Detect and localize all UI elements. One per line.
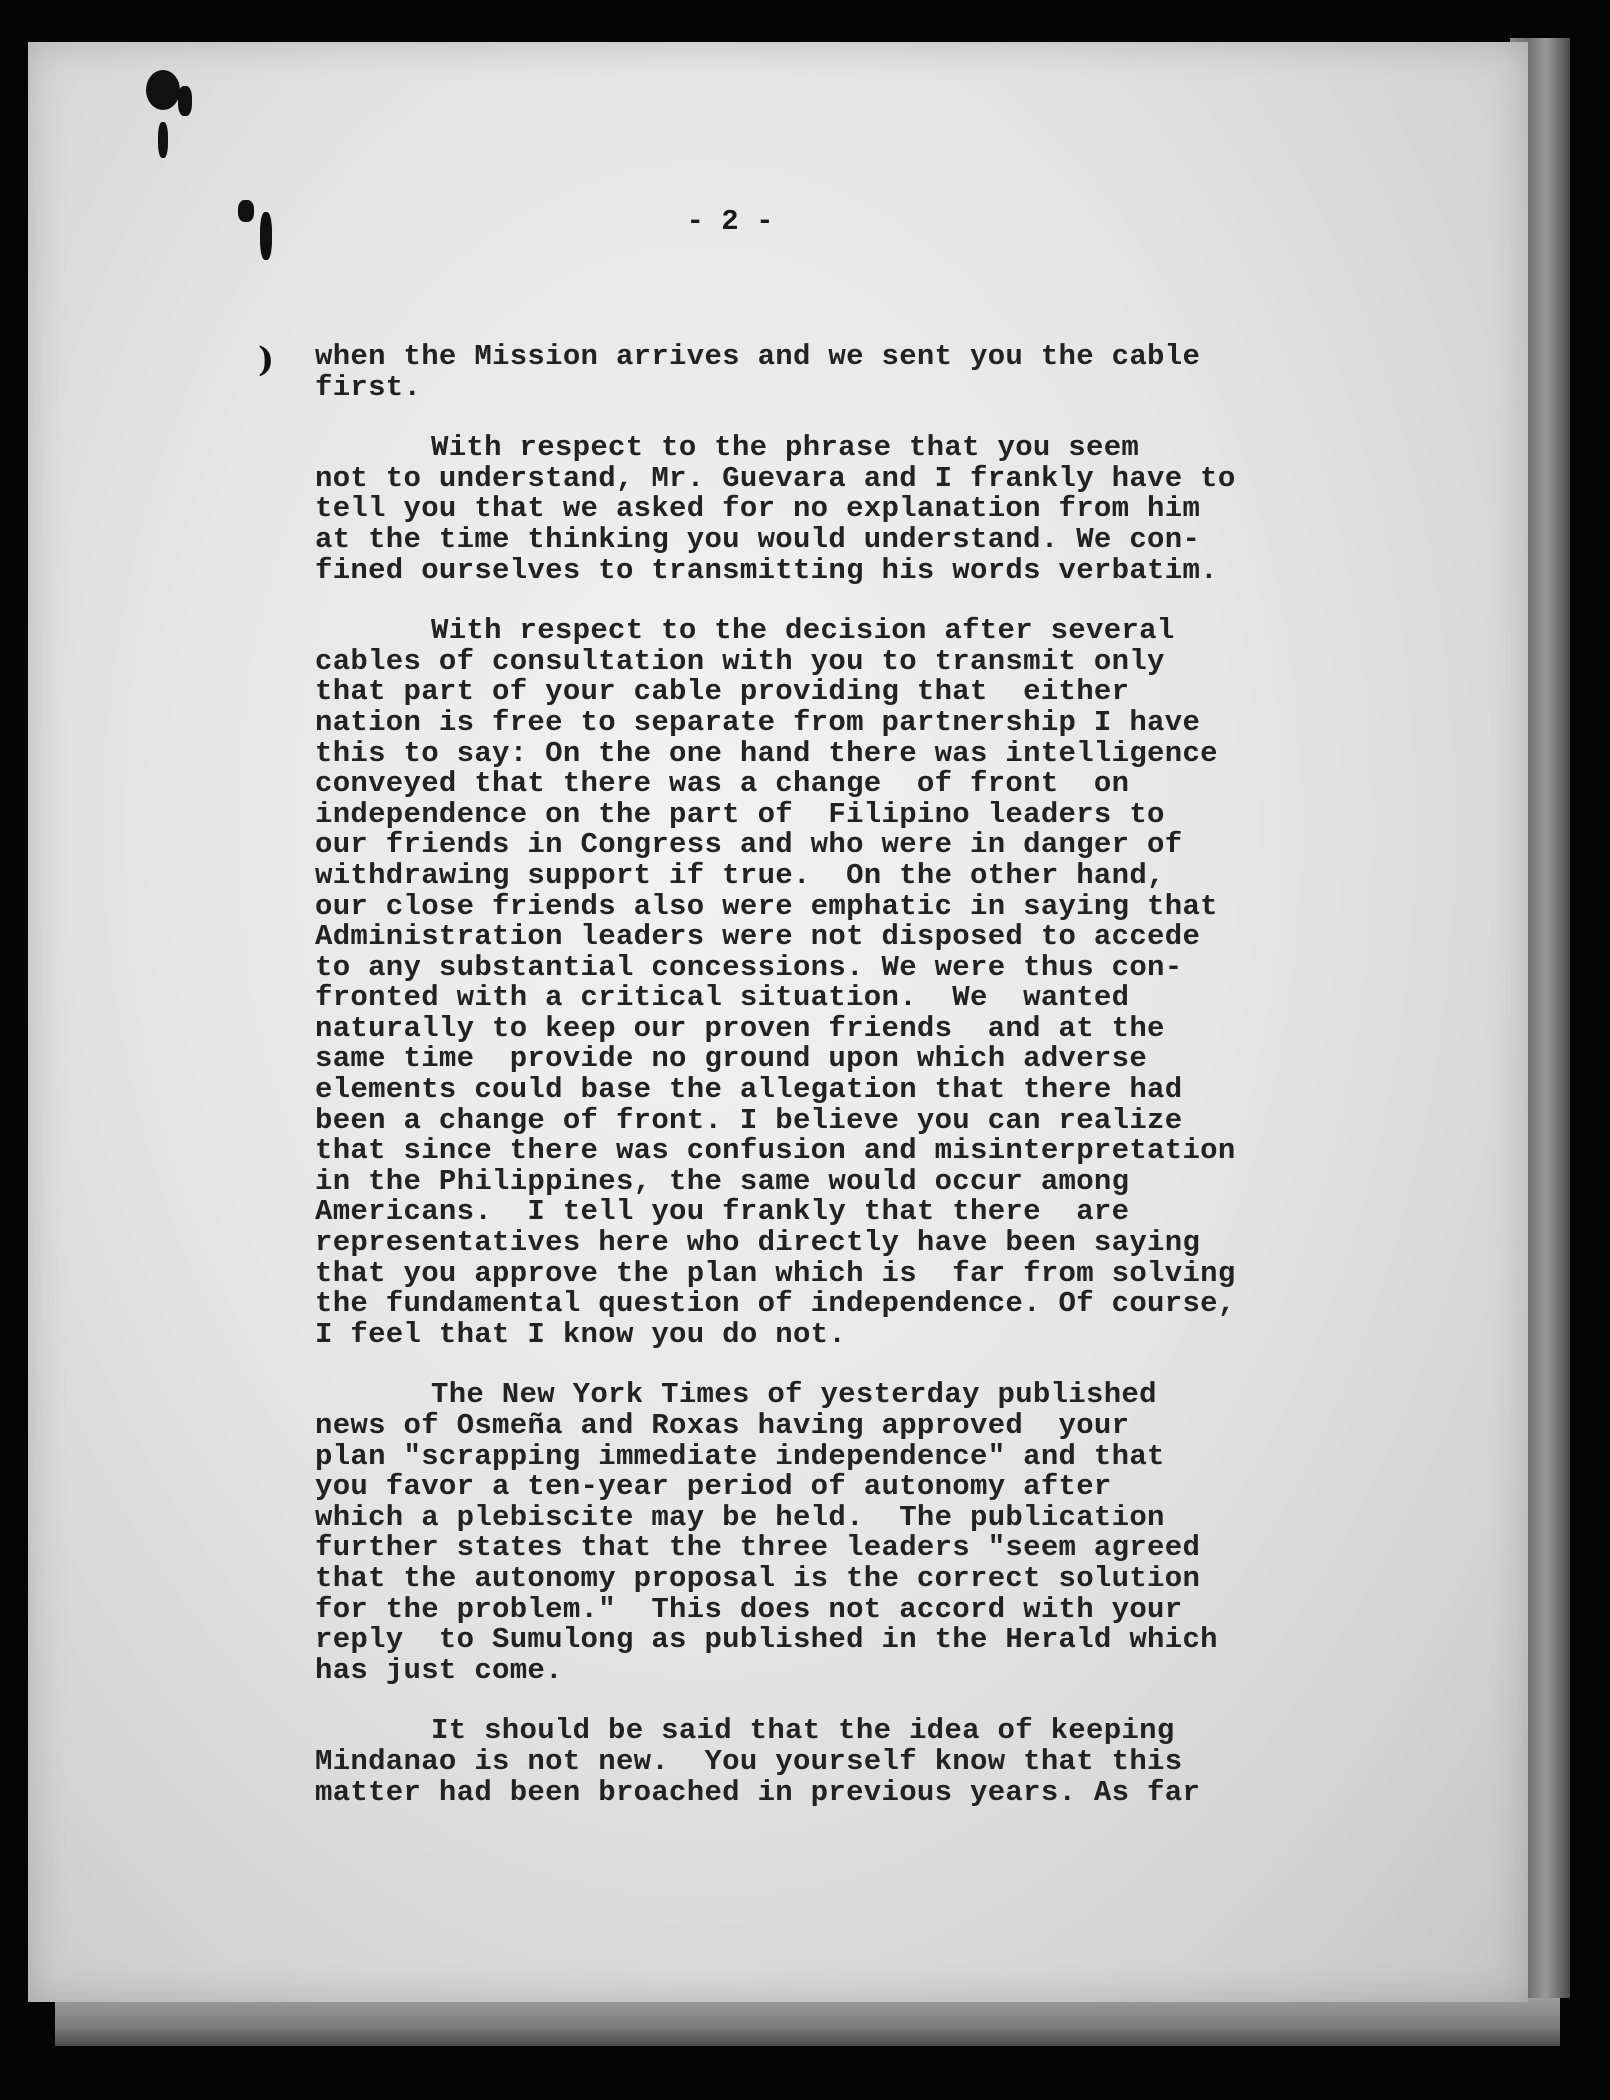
text-line: nation is free to separate from partnership I have xyxy=(315,705,1201,739)
text-line: at the time thinking you would understand. We con- xyxy=(315,522,1201,556)
text-line: the fundamental question of independence. Of course, xyxy=(315,1287,1236,1321)
text-line: that part of your cable providing that either xyxy=(315,675,1130,709)
text-line: for the problem." This does not accord with your xyxy=(315,1592,1183,1626)
text-line: this to say: On the one hand there was intelligence xyxy=(315,736,1218,770)
paragraph xyxy=(315,342,1335,403)
text-line: when the Mission arrives and we sent you the cable xyxy=(315,340,1201,373)
text-line: plan "scrapping immediate independence" and that xyxy=(315,1439,1165,1473)
text-line: elements could base the allegation that there had xyxy=(315,1073,1183,1107)
text-line: With respect to the phrase that you seem xyxy=(431,431,1140,465)
text-line: that since there was confusion and misinterpretation xyxy=(315,1134,1236,1168)
text-line: our friends in Congress and who were in danger of xyxy=(315,828,1183,862)
text-line: fronted with a critical situation. We wanted xyxy=(315,981,1130,1015)
ink-blot xyxy=(158,122,168,158)
text-line: Administration leaders were not disposed to accede xyxy=(315,920,1201,954)
paragraph xyxy=(315,616,1335,1350)
text-line: tell you that we asked for no explanation from him xyxy=(315,492,1201,526)
text-line: reply to Sumulong as published in the Herald which xyxy=(315,1623,1218,1657)
text-line: same time provide no ground upon which adverse xyxy=(315,1042,1148,1076)
text-line: our close friends also were emphatic in saying that xyxy=(315,889,1218,923)
paragraph xyxy=(315,1716,1335,1808)
text-line: naturally to keep our proven friends and at the xyxy=(315,1011,1165,1045)
text-line: Mindanao is not new. You yourself know that this xyxy=(315,1744,1183,1778)
text-line: The New York Times of yesterday published xyxy=(431,1378,1157,1412)
paragraph xyxy=(315,433,1335,586)
text-line: news of Osmeña and Roxas having approved your xyxy=(315,1409,1130,1442)
paragraph xyxy=(315,1380,1335,1686)
text-line: not to understand, Mr. Guevara and I frankly have to xyxy=(315,461,1236,495)
text-line: withdrawing support if true. On the other hand, xyxy=(315,858,1165,892)
letter-body xyxy=(315,342,1335,1838)
text-line: further states that the three leaders "seem agreed xyxy=(315,1531,1201,1565)
text-line: independence on the part of Filipino leaders to xyxy=(315,797,1165,831)
page-number: - 2 - xyxy=(686,205,774,238)
ink-blot xyxy=(178,86,192,116)
text-line: first. xyxy=(315,370,422,404)
text-line: you favor a ten-year period of autonomy after xyxy=(315,1470,1112,1504)
margin-mark: ) xyxy=(258,340,275,380)
text-line: been a change of front. I believe you can realize xyxy=(315,1103,1183,1137)
page-bottom-strip xyxy=(55,1998,1560,2046)
text-line: cables of consultation with you to transmit only xyxy=(315,644,1165,678)
text-line: that the autonomy proposal is the correct solution xyxy=(315,1561,1201,1595)
text-line: It should be said that the idea of keeping xyxy=(431,1714,1175,1748)
text-line: to any substantial concessions. We were thus con- xyxy=(315,950,1183,984)
text-line: representatives here who directly have been saying xyxy=(315,1226,1201,1260)
text-line: matter had been broached in previous years. As far xyxy=(315,1775,1201,1809)
text-line: that you approve the plan which is far from solving xyxy=(315,1256,1236,1290)
text-line: in the Philippines, the same would occur among xyxy=(315,1164,1130,1198)
text-line: I feel that I know you do not. xyxy=(315,1317,847,1351)
ink-blot xyxy=(146,70,180,110)
text-line: Americans. I tell you frankly that there are xyxy=(315,1195,1130,1229)
text-line: With respect to the decision after several xyxy=(431,614,1175,648)
text-line: which a plebiscite may be held. The publication xyxy=(315,1500,1165,1534)
text-line: fined ourselves to transmitting his words verbatim. xyxy=(315,553,1218,587)
text-line: conveyed that there was a change of front on xyxy=(315,767,1130,801)
text-line: has just come. xyxy=(315,1653,563,1687)
